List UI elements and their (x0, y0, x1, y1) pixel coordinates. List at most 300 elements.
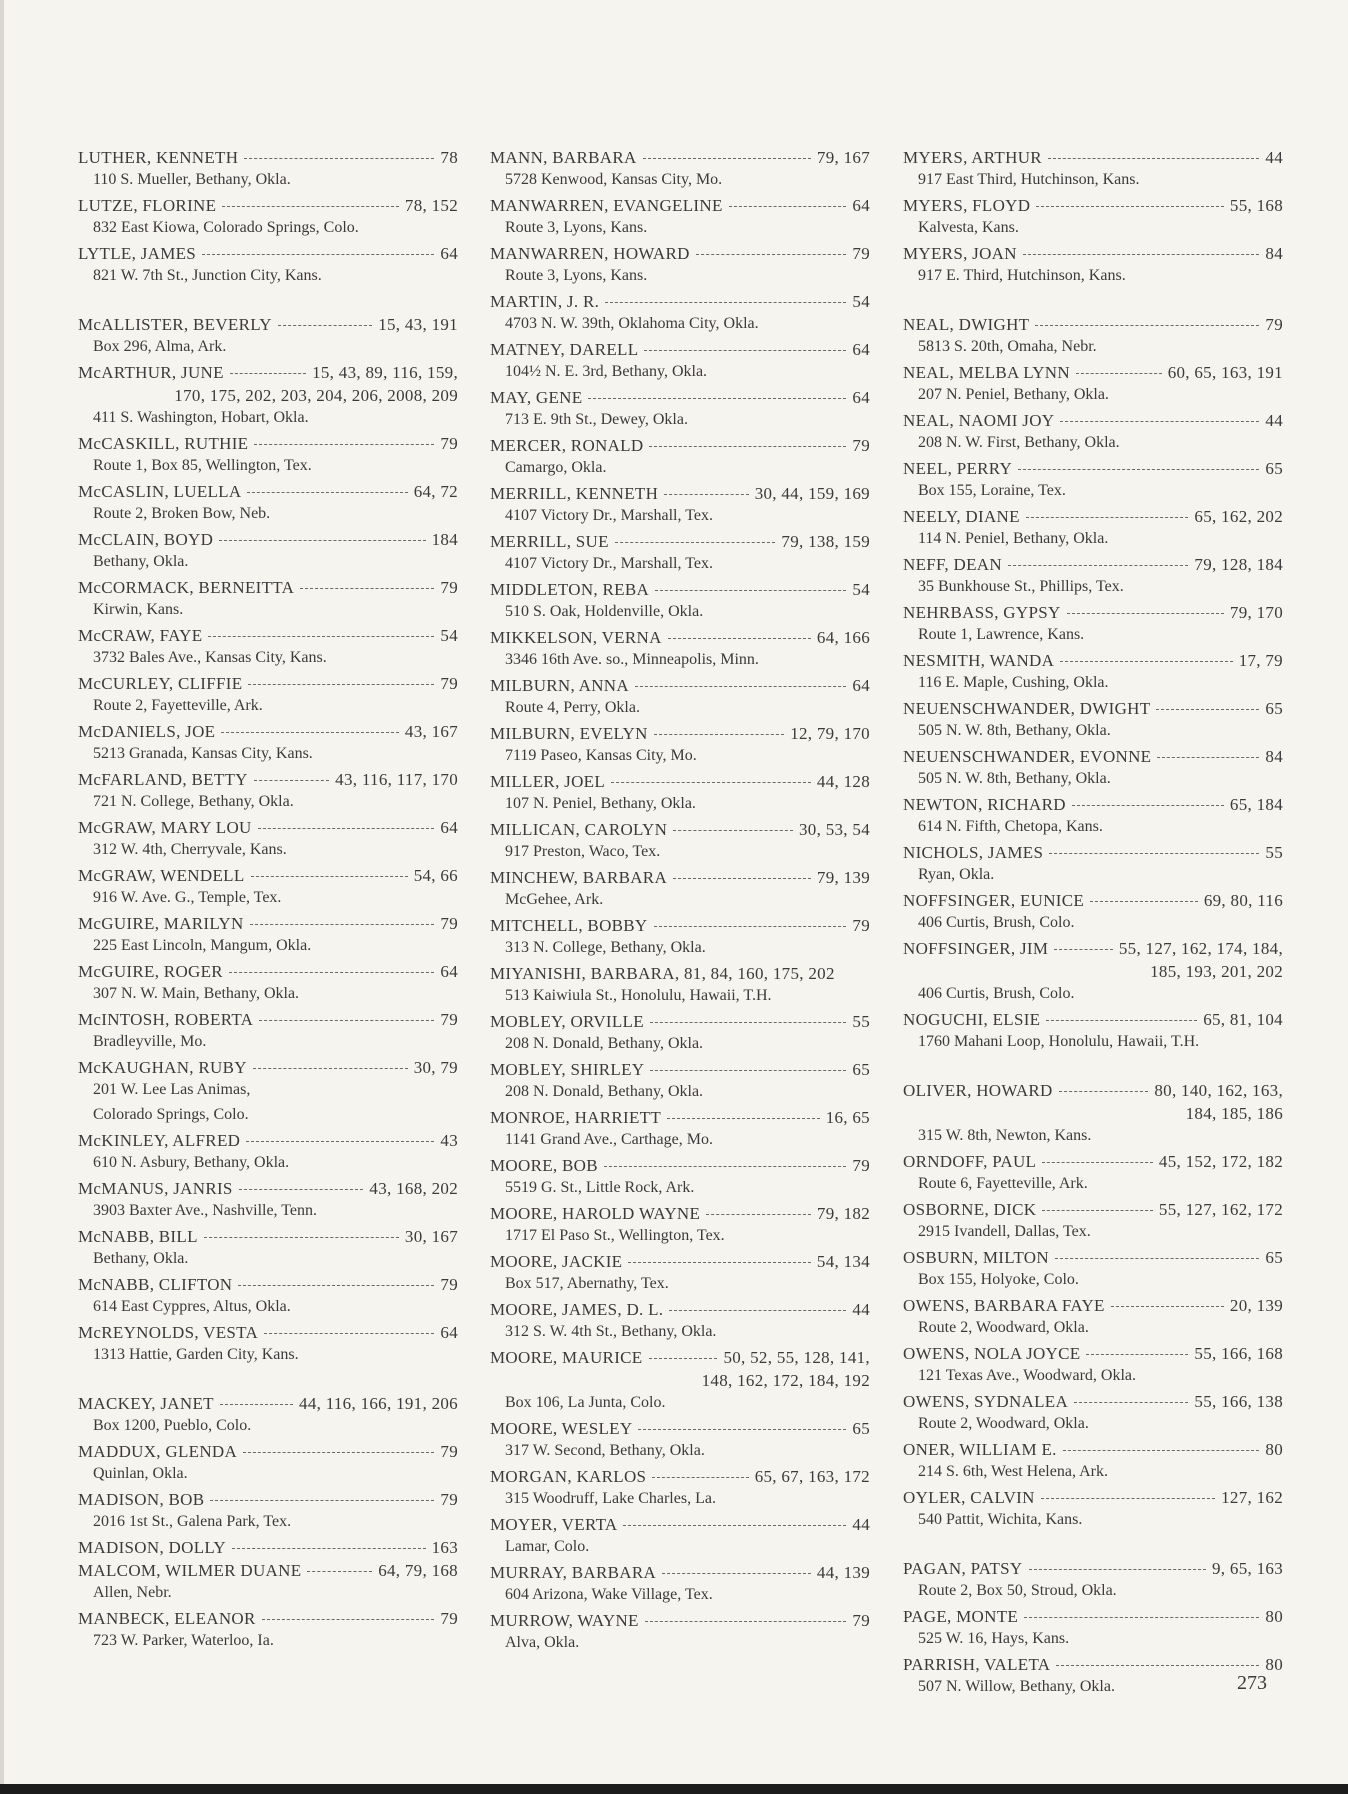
index-entry (490, 1417, 870, 1462)
student-name: PARRISH, VALETA (903, 1655, 1051, 1674)
student-name: PAGE, MONTE (903, 1607, 1019, 1626)
student-name: McGUIRE, MARILYN (78, 914, 244, 933)
home-address: Route 2, Box 50, Stroud, Okla. (918, 1582, 1117, 1599)
entry-name-line (903, 889, 1283, 912)
index-entry (903, 937, 1283, 1005)
entry-name-line (490, 1417, 870, 1440)
index-entry (903, 745, 1283, 790)
student-name: MILLICAN, CAROLYN (490, 820, 668, 839)
home-address: 201 W. Lee Las Animas, (93, 1081, 251, 1098)
home-address: 3732 Bales Ave., Kansas City, Kans. (93, 649, 327, 666)
student-name: McGRAW, WENDELL (78, 866, 245, 885)
dot-leader (673, 830, 793, 831)
student-name: MERRILL, SUE (490, 532, 609, 551)
dot-leader (230, 373, 306, 374)
entry-name-line (78, 1056, 458, 1079)
page-references-continued: 148, 162, 172, 184, 192 (701, 1371, 870, 1390)
dot-leader (644, 350, 846, 351)
index-entry (490, 866, 870, 911)
student-name: MILLER, JOEL (490, 772, 606, 791)
home-address: 723 W. Parker, Waterloo, Ia. (93, 1632, 274, 1649)
home-address: Box 155, Loraine, Tex. (918, 482, 1066, 499)
dot-leader (1157, 757, 1259, 758)
dot-leader (628, 1262, 811, 1263)
page-references: 30, 79 (413, 1058, 458, 1077)
entry-name-line (490, 770, 870, 793)
entry-name-line (78, 1392, 458, 1415)
home-address: 313 N. College, Bethany, Okla. (505, 939, 706, 956)
page-references: 30, 167 (404, 1227, 458, 1246)
page-references: 64 (852, 388, 870, 407)
index-entry (490, 1154, 870, 1199)
page-references: 64, 72 (413, 482, 458, 501)
page-references: 79 (440, 434, 458, 453)
page-references: 80 (1265, 1440, 1283, 1459)
index-entry (78, 1129, 458, 1174)
index-entry (78, 672, 458, 717)
student-name: OSBURN, MILTON (903, 1248, 1049, 1267)
page-references: 79 (852, 1611, 870, 1630)
index-entry (78, 624, 458, 669)
home-address: 832 East Kiowa, Colorado Springs, Colo. (93, 219, 359, 236)
entry-name-line (903, 313, 1283, 336)
student-name: MYERS, ARTHUR (903, 148, 1042, 167)
student-name: NEAL, MELBA LYNN (903, 363, 1070, 382)
index-entry (490, 1106, 870, 1151)
page-references: 84 (1265, 747, 1283, 766)
index-entry (78, 1607, 458, 1652)
home-address: 540 Pattit, Wichita, Kans. (918, 1511, 1083, 1528)
entry-name-line (903, 1342, 1283, 1365)
entry-name-line (78, 146, 458, 169)
home-address: 121 Texas Ave., Woodward, Okla. (918, 1367, 1136, 1384)
entry-name-line (903, 1438, 1283, 1461)
student-name: MIYANISHI, BARBARA, 81, 84, 160, 175, 202 (490, 964, 835, 983)
dot-leader (1029, 1569, 1206, 1570)
student-name: ORNDOFF, PAUL (903, 1152, 1037, 1171)
page-references: 78, 152 (404, 196, 458, 215)
page-references: 79, 182 (816, 1204, 870, 1223)
student-name: PAGAN, PATSY (903, 1559, 1023, 1578)
index-entry (78, 1488, 458, 1533)
dot-leader (696, 254, 847, 255)
entry-name-line (78, 242, 458, 265)
home-address: 4107 Victory Dr., Marshall, Tex. (505, 555, 713, 572)
home-address: 721 N. College, Bethany, Okla. (93, 793, 294, 810)
index-entry (903, 553, 1283, 598)
home-address: Quinlan, Okla. (93, 1465, 188, 1482)
dot-leader (706, 1214, 811, 1215)
entry-name-line (490, 242, 870, 265)
dot-leader (202, 254, 434, 255)
page-references: 79 (440, 1275, 458, 1294)
home-address: 610 N. Asbury, Bethany, Okla. (93, 1154, 290, 1171)
page-references: 15, 43, 191 (378, 315, 458, 334)
page-references: 17, 79 (1238, 651, 1283, 670)
entry-name-line (903, 937, 1283, 960)
student-name: MOBLEY, SHIRLEY (490, 1060, 645, 1079)
home-address: 4703 N. W. 39th, Oklahoma City, Okla. (505, 315, 759, 332)
student-name: McCURLEY, CLIFFIE (78, 674, 243, 693)
dot-leader (1059, 1091, 1149, 1092)
dot-leader (1076, 373, 1162, 374)
index-entry (490, 674, 870, 719)
dot-leader (1067, 613, 1224, 614)
entry-name-line (78, 1440, 458, 1463)
entry-name-line (903, 1653, 1283, 1676)
home-address: 114 N. Peniel, Bethany, Okla. (918, 530, 1109, 547)
dot-leader (1042, 1162, 1153, 1163)
index-entry (490, 1346, 870, 1414)
index-entry (78, 960, 458, 1005)
entry-name-line (490, 1298, 870, 1321)
dot-leader (635, 686, 846, 687)
index-entry (78, 768, 458, 813)
page-references: 79, 170 (1229, 603, 1283, 622)
page-references: 64, 79, 168 (378, 1561, 458, 1580)
home-address: 406 Curtis, Brush, Colo. (918, 914, 1075, 931)
entry-name-line (78, 1129, 458, 1152)
student-name: OWENS, BARBARA FAYE (903, 1296, 1105, 1315)
dot-leader (673, 878, 811, 879)
student-name: NEUENSCHWANDER, EVONNE (903, 747, 1152, 766)
dot-leader (254, 780, 329, 781)
page-references: 65 (1265, 459, 1283, 478)
index-entry (78, 864, 458, 909)
scan-bottom-border (0, 1784, 1348, 1794)
home-address: Colorado Springs, Colo. (93, 1106, 249, 1123)
dot-leader (1035, 325, 1259, 326)
entry-name-line (490, 1346, 870, 1369)
entry-name-line (490, 1202, 870, 1225)
page-references: 44 (1265, 148, 1283, 167)
entry-name-line (78, 960, 458, 983)
home-address: 5213 Granada, Kansas City, Kans. (93, 745, 313, 762)
entry-name-line (903, 1008, 1283, 1031)
entry-name-line (490, 1058, 870, 1081)
page-references: 79 (852, 1156, 870, 1175)
entry-name-line (903, 361, 1283, 384)
student-name: OYLER, CALVIN (903, 1488, 1035, 1507)
page-references: 79 (440, 1442, 458, 1461)
index-entry (903, 841, 1283, 886)
home-address: 110 S. Mueller, Bethany, Okla. (93, 171, 291, 188)
home-address: 917 E. Third, Hutchinson, Kans. (918, 267, 1126, 284)
home-address: 208 N. Donald, Bethany, Okla. (505, 1083, 704, 1100)
index-entry (490, 1513, 870, 1558)
page-references: 79 (440, 1609, 458, 1628)
entry-name-line (78, 768, 458, 791)
entry-name-line (903, 1605, 1283, 1628)
home-address: 2915 Ivandell, Dallas, Tex. (918, 1223, 1091, 1240)
student-name: McCORMACK, BERNEITTA (78, 578, 295, 597)
home-address: 3346 16th Ave. so., Minneapolis, Minn. (505, 651, 759, 668)
student-name: McARTHUR, JUNE (78, 363, 224, 382)
entry-name-line (903, 697, 1283, 720)
student-name: McMANUS, JANRIS (78, 1179, 233, 1198)
student-name: MOYER, VERTA (490, 1515, 618, 1534)
entry-name-line (903, 649, 1283, 672)
page-references: 79 (852, 916, 870, 935)
student-name: MONROE, HARRIETT (490, 1108, 662, 1127)
entry-name-line (490, 674, 870, 697)
student-name: NEWTON, RICHARD (903, 795, 1066, 814)
page-references: 65 (1265, 699, 1283, 718)
entry-name-line (490, 290, 870, 313)
dot-leader (604, 1166, 847, 1167)
entry-name-line (903, 1294, 1283, 1317)
index-entry (490, 386, 870, 431)
page-number: 273 (1237, 1672, 1267, 1694)
dot-leader (247, 492, 407, 493)
dot-leader (652, 1477, 748, 1478)
entry-name-line (490, 386, 870, 409)
home-address: 5519 G. St., Little Rock, Ark. (505, 1179, 695, 1196)
index-entry (903, 242, 1283, 287)
dot-leader (667, 1118, 820, 1119)
dot-leader (655, 590, 846, 591)
index-entry (490, 1609, 870, 1654)
entry-name-line (903, 1198, 1283, 1221)
home-address: 1313 Hattie, Garden City, Kans. (93, 1346, 299, 1363)
page-references-continued: 185, 193, 201, 202 (1150, 962, 1283, 981)
student-name: MANWARREN, HOWARD (490, 244, 690, 263)
entry-name-line (903, 194, 1283, 217)
home-address: 208 N. W. First, Bethany, Okla. (918, 434, 1120, 451)
student-name: NESMITH, WANDA (903, 651, 1055, 670)
dot-leader (1018, 469, 1259, 470)
home-address: 505 N. W. 8th, Bethany, Okla. (918, 770, 1111, 787)
student-name: NOGUCHI, ELSIE (903, 1010, 1041, 1029)
index-entry (903, 1008, 1283, 1053)
student-name: MALCOM, WILMER DUANE (78, 1561, 302, 1580)
index-entry (78, 432, 458, 477)
home-address: 5813 S. 20th, Omaha, Nebr. (918, 338, 1097, 355)
student-name: MADISON, DOLLY (78, 1538, 226, 1557)
index-entry (490, 146, 870, 191)
entry-name-line (78, 1488, 458, 1511)
index-entry (78, 1392, 458, 1437)
index-entry (78, 480, 458, 525)
dot-leader (654, 926, 847, 927)
student-name: NEHRBASS, GYPSY (903, 603, 1061, 622)
page-references: 55, 166, 138 (1194, 1392, 1283, 1411)
entry-name-line (903, 601, 1283, 624)
student-name: McGUIRE, ROGER (78, 962, 223, 981)
index-entry (490, 1058, 870, 1103)
index-entry (78, 1225, 458, 1270)
home-address: 35 Bunkhouse St., Phillips, Tex. (918, 578, 1124, 595)
index-entry (78, 1273, 458, 1318)
index-entry (903, 1605, 1283, 1650)
page-references: 79 (852, 244, 870, 263)
home-address: Box 155, Holyoke, Colo. (918, 1271, 1079, 1288)
home-address: 917 East Third, Hutchinson, Kans. (918, 171, 1140, 188)
student-name: NEELY, DIANE (903, 507, 1020, 526)
student-name: MINCHEW, BARBARA (490, 868, 668, 887)
page-references: 44, 116, 166, 191, 206 (299, 1394, 458, 1413)
dot-leader (1056, 1665, 1259, 1666)
home-address: Route 2, Woodward, Okla. (918, 1415, 1089, 1432)
page-references: 79 (440, 578, 458, 597)
dot-leader (253, 1068, 408, 1069)
student-name: NEAL, DWIGHT (903, 315, 1030, 334)
index-entry (903, 1486, 1283, 1531)
page-references: 127, 162 (1221, 1488, 1283, 1507)
page-references: 79 (440, 1010, 458, 1029)
student-name: NEAL, NAOMI JOY (903, 411, 1055, 430)
page-references: 64, 166 (816, 628, 870, 647)
home-address: Box 1200, Pueblo, Colo. (93, 1417, 252, 1434)
entry-name-line (903, 1079, 1283, 1102)
index-entry (78, 1177, 458, 1222)
index-entry (490, 290, 870, 335)
dot-leader (264, 1333, 434, 1334)
entry-name-line (78, 1177, 458, 1200)
entry-name-line (490, 482, 870, 505)
entry-name-line (78, 1559, 458, 1582)
index-entry (903, 1557, 1283, 1602)
student-name: MITCHELL, BOBBY (490, 916, 648, 935)
student-name: MORGAN, KARLOS (490, 1467, 647, 1486)
page-references: 65, 81, 104 (1203, 1010, 1283, 1029)
student-name: McINTOSH, ROBERTA (78, 1010, 254, 1029)
student-name: MURRAY, BARBARA (490, 1563, 657, 1582)
home-address: Route 3, Lyons, Kans. (505, 219, 648, 236)
home-address: 604 Arizona, Wake Village, Tex. (505, 1586, 713, 1603)
student-name: MOORE, WESLEY (490, 1419, 633, 1438)
dot-leader (649, 446, 846, 447)
index-entry (903, 1198, 1283, 1243)
page-references: 45, 152, 172, 182 (1158, 1152, 1283, 1171)
home-address: 312 W. 4th, Cherryvale, Kans. (93, 841, 287, 858)
page-references: 30, 44, 159, 169 (754, 484, 870, 503)
dot-leader (588, 398, 846, 399)
dot-leader (220, 1404, 293, 1405)
entry-name-line (490, 1250, 870, 1273)
dot-leader (229, 972, 434, 973)
entry-name-line (78, 912, 458, 935)
dot-leader (1060, 661, 1232, 662)
dot-leader (254, 444, 434, 445)
index-entry (78, 720, 458, 765)
home-address: 307 N. W. Main, Bethany, Okla. (93, 985, 300, 1002)
index-entry (78, 1008, 458, 1053)
page-references: 54 (440, 626, 458, 645)
student-name: OWENS, SYDNALEA (903, 1392, 1069, 1411)
home-address: Route 4, Perry, Okla. (505, 699, 640, 716)
home-address: 505 N. W. 8th, Bethany, Okla. (918, 722, 1111, 739)
student-name: MURROW, WAYNE (490, 1611, 639, 1630)
dot-leader (611, 782, 811, 783)
student-name: OLIVER, HOWARD (903, 1081, 1053, 1100)
dot-leader (243, 1452, 434, 1453)
entry-name-line (78, 864, 458, 887)
dot-leader (623, 1525, 846, 1526)
page-references: 55, 127, 162, 172 (1158, 1200, 1283, 1219)
index-entry (490, 242, 870, 287)
student-name: OSBORNE, DICK (903, 1200, 1037, 1219)
dot-leader (219, 540, 425, 541)
page-references: 64 (852, 340, 870, 359)
student-name: McCASLIN, LUELLA (78, 482, 242, 501)
home-address: 317 W. Second, Bethany, Okla. (505, 1442, 705, 1459)
entry-name-line (903, 242, 1283, 265)
page-references: 64 (440, 818, 458, 837)
student-name: MYERS, FLOYD (903, 196, 1031, 215)
student-name: McALLISTER, BEVERLY (78, 315, 272, 334)
dot-leader (307, 1571, 372, 1572)
dot-leader (262, 1619, 435, 1620)
home-address: 525 W. 16, Hays, Kans. (918, 1630, 1070, 1647)
home-address: Route 3, Lyons, Kans. (505, 267, 648, 284)
home-address: 104½ N. E. 3rd, Bethany, Okla. (505, 363, 708, 380)
index-entry (903, 313, 1283, 358)
student-name: NEUENSCHWANDER, DWIGHT (903, 699, 1151, 718)
page-references: 163 (431, 1538, 458, 1557)
dot-leader (669, 1310, 846, 1311)
home-address: 214 S. 6th, West Helena, Ark. (918, 1463, 1108, 1480)
dot-leader (1074, 1402, 1188, 1403)
entry-name-line (903, 505, 1283, 528)
index-entry (903, 889, 1283, 934)
index-entry (490, 770, 870, 815)
home-address: 3903 Baxter Ave., Nashville, Tenn. (93, 1202, 318, 1219)
home-address: 1760 Mahani Loop, Honolulu, Hawaii, T.H. (918, 1033, 1200, 1050)
page-references: 80 (1265, 1607, 1283, 1626)
index-entry (490, 1250, 870, 1295)
home-address: 5728 Kenwood, Kansas City, Mo. (505, 171, 723, 188)
student-name: McCLAIN, BOYD (78, 530, 214, 549)
page-references: 43, 168, 202 (369, 1179, 458, 1198)
page-references: 65 (852, 1060, 870, 1079)
home-address: 917 Preston, Waco, Tex. (505, 843, 661, 860)
entry-name-line (78, 672, 458, 695)
index-entry (903, 1653, 1283, 1698)
index-entry (490, 818, 870, 863)
index-entry (903, 649, 1283, 694)
dot-leader (204, 1237, 399, 1238)
dot-leader (1008, 565, 1188, 566)
entry-name-line (78, 1225, 458, 1248)
index-entry (903, 505, 1283, 550)
student-name: MILBURN, ANNA (490, 676, 629, 695)
page-references: 55, 168 (1229, 196, 1283, 215)
entry-name-line (903, 841, 1283, 864)
dot-leader (238, 1285, 434, 1286)
entry-name-line (78, 1321, 458, 1344)
index-entry (78, 1559, 458, 1604)
student-name: LYTLE, JAMES (78, 244, 197, 263)
page-references: 65, 67, 163, 172 (754, 1467, 870, 1486)
entry-name-line (490, 338, 870, 361)
index-entry (78, 816, 458, 861)
page-references: 16, 65 (825, 1108, 870, 1127)
index-column-3 (903, 146, 1283, 1701)
index-entry (490, 1298, 870, 1343)
student-name: MOORE, BOB (490, 1156, 598, 1175)
home-address: 312 S. W. 4th St., Bethany, Okla. (505, 1323, 717, 1340)
page-references: 79 (440, 1490, 458, 1509)
index-entry (78, 146, 458, 191)
index-entry (78, 313, 458, 358)
home-address: Bethany, Okla. (93, 553, 189, 570)
index-entry (490, 338, 870, 383)
page-references: 184 (431, 530, 458, 549)
dot-leader (300, 588, 434, 589)
home-address: 614 East Cyppres, Altus, Okla. (93, 1298, 291, 1315)
entry-name-line (903, 1246, 1283, 1269)
